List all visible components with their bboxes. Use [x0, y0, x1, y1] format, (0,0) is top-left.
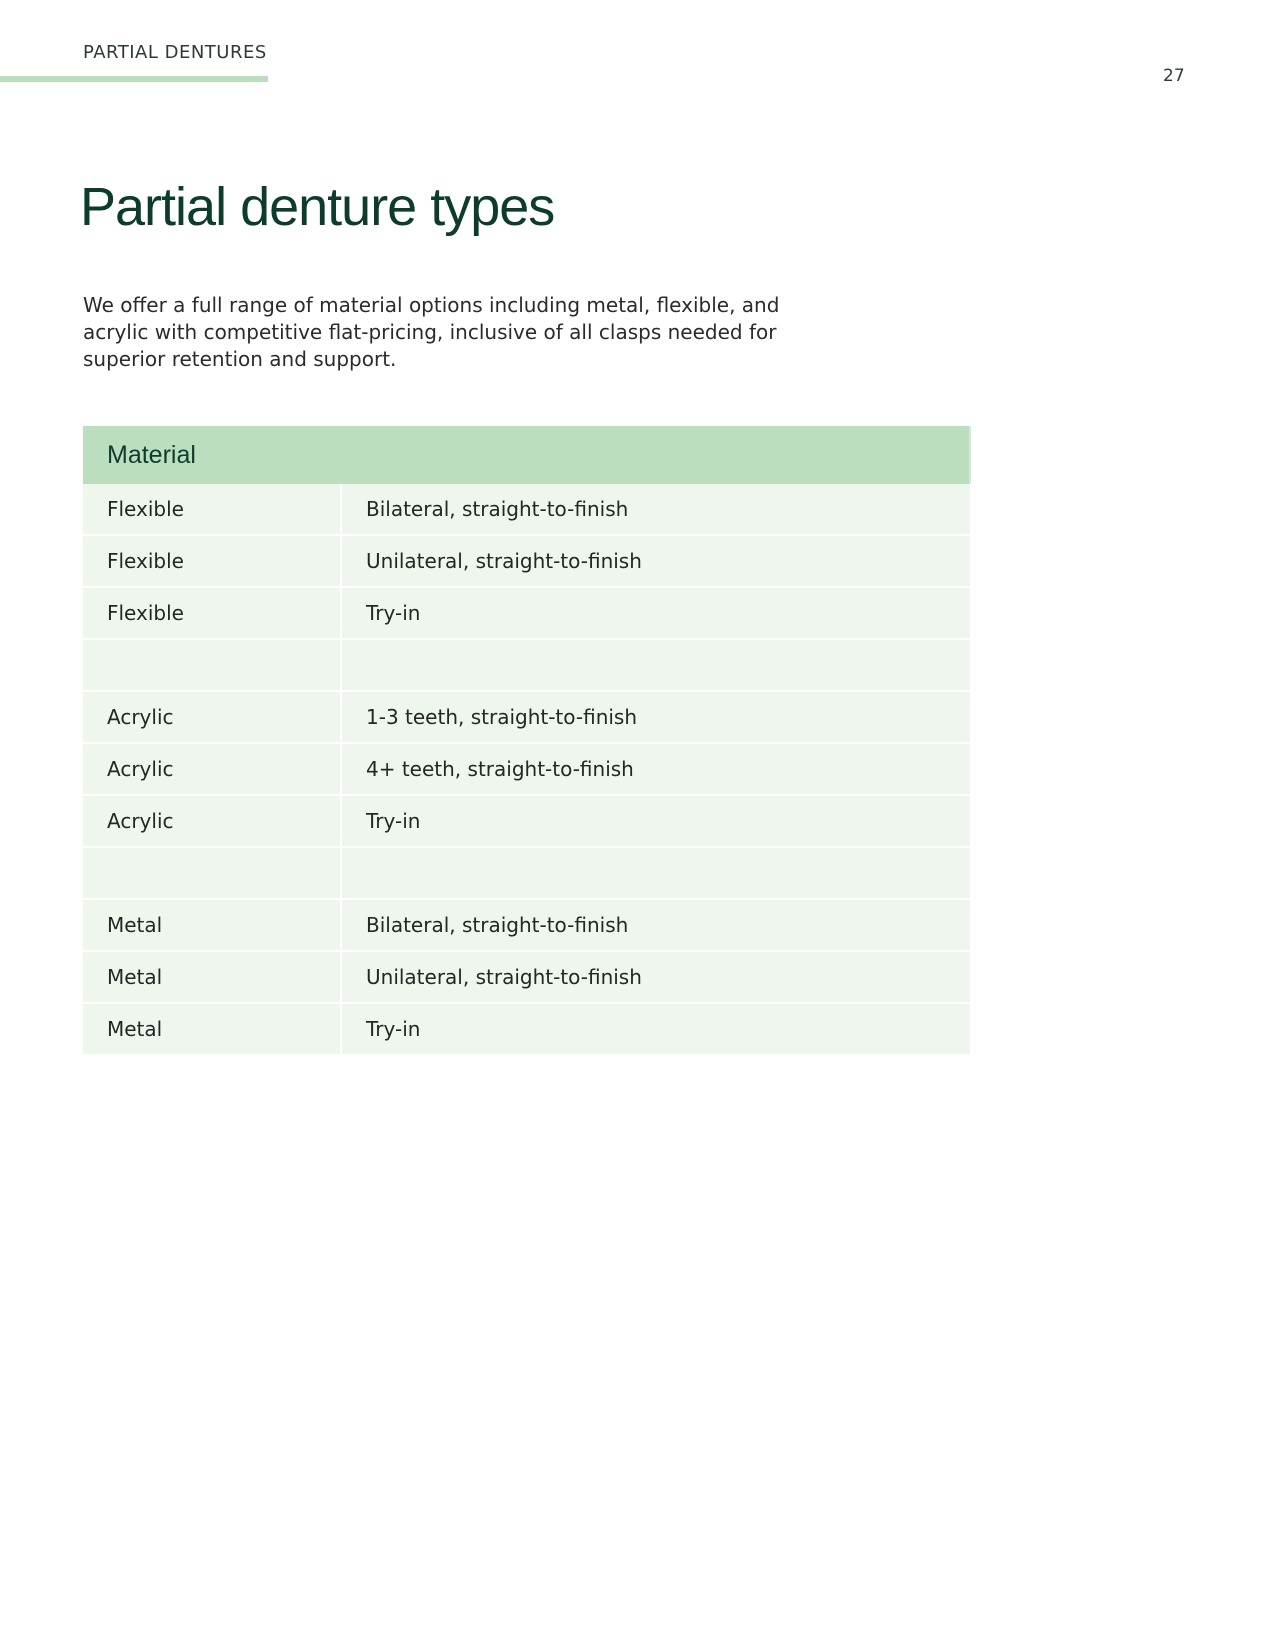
description-cell: Try-in — [341, 795, 970, 847]
table-header-row — [83, 426, 970, 484]
material-cell: Metal — [83, 899, 341, 951]
description-cell — [341, 847, 970, 899]
material-cell: Flexible — [83, 587, 341, 639]
running-header: PARTIAL DENTURES — [83, 42, 267, 63]
material-table — [83, 426, 971, 1054]
description-cell: Try-in — [341, 1003, 970, 1054]
intro-paragraph: We offer a full range of material options including metal, flexible, and acrylic with competitive flat-pricing, inclusive of all clasps needed for superior retention and support. — [83, 293, 780, 371]
table-row — [83, 691, 970, 743]
material-cell — [83, 847, 341, 899]
table-row — [83, 795, 970, 847]
description-cell — [341, 639, 970, 691]
description-cell: Bilateral, straight-to-finish — [341, 899, 970, 951]
description-cell: Unilateral, straight-to-finish — [341, 951, 970, 1003]
table-row — [83, 1003, 970, 1054]
table-row — [83, 535, 970, 587]
material-cell: Acrylic — [83, 795, 341, 847]
description-cell: 4+ teeth, straight-to-finish — [341, 743, 970, 795]
material-cell — [83, 639, 341, 691]
table-row — [83, 587, 970, 639]
header-accent-rule — [0, 76, 268, 82]
material-cell: Metal — [83, 1003, 341, 1054]
description-cell: Bilateral, straight-to-finish — [341, 484, 970, 535]
material-cell: Flexible — [83, 535, 341, 587]
table-header-material: Material — [83, 426, 970, 484]
table-row — [83, 484, 970, 535]
table-row — [83, 899, 970, 951]
table-row-spacer — [83, 847, 970, 899]
table-row — [83, 743, 970, 795]
page-number: 27 — [1163, 66, 1185, 86]
material-cell: Acrylic — [83, 743, 341, 795]
table-row-spacer — [83, 639, 970, 691]
description-cell: Try-in — [341, 587, 970, 639]
description-cell: 1-3 teeth, straight-to-finish — [341, 691, 970, 743]
material-cell: Flexible — [83, 484, 341, 535]
material-cell: Acrylic — [83, 691, 341, 743]
page-title: Partial denture types — [80, 177, 555, 237]
description-cell: Unilateral, straight-to-finish — [341, 535, 970, 587]
material-cell: Metal — [83, 951, 341, 1003]
table-row — [83, 951, 970, 1003]
